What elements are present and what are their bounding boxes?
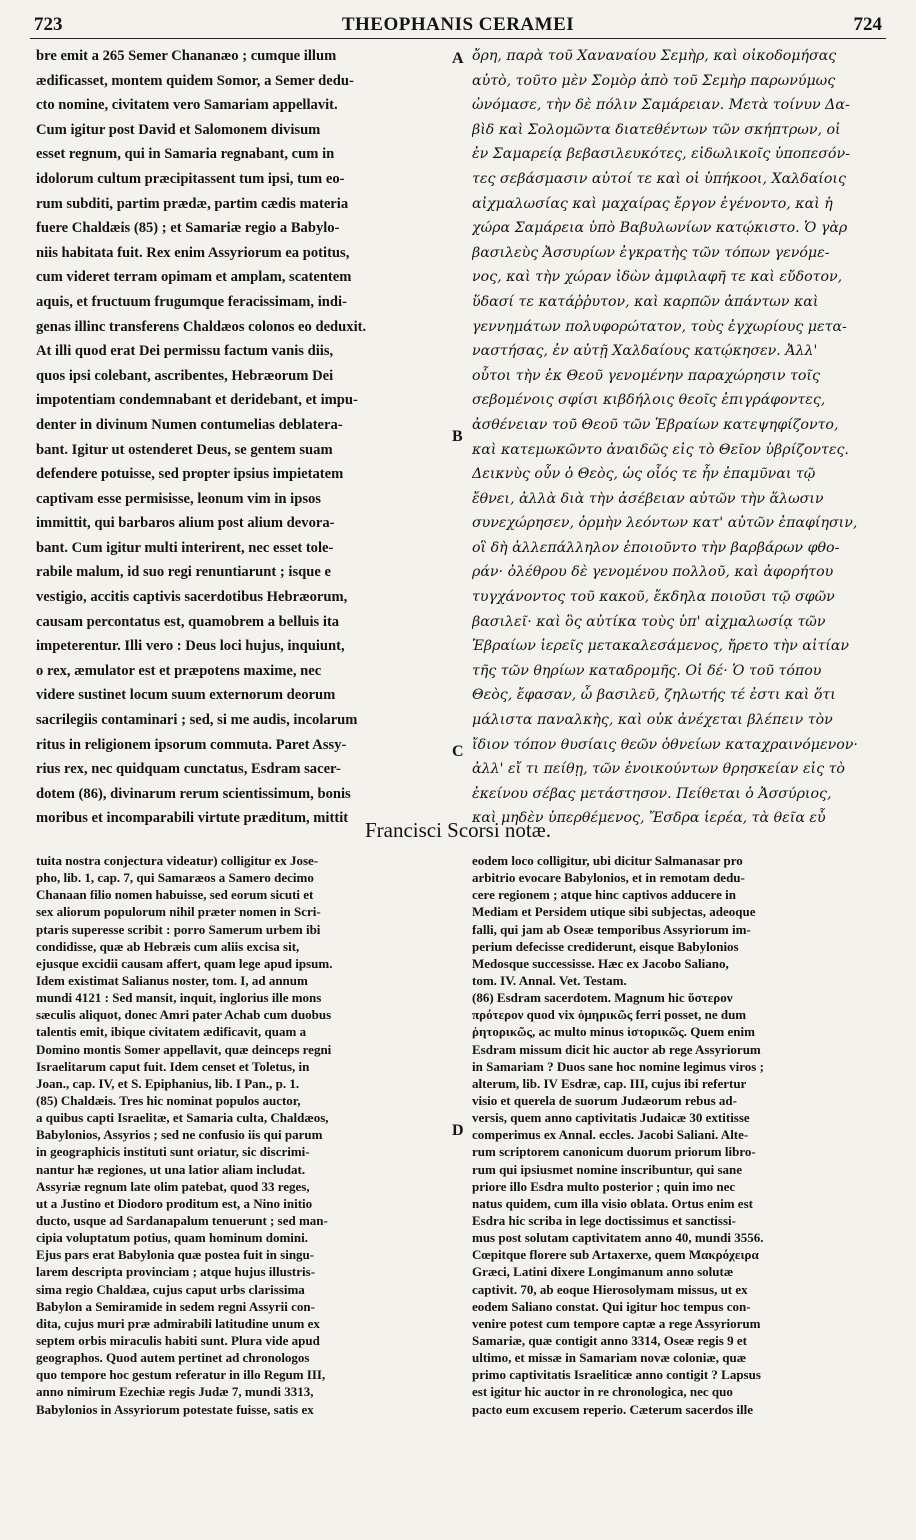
text-line: Medosque successisse. Hæc ex Jacobo Saliano, [472,955,729,971]
text-line: genas illinc transferens Chaldæos colonos eo deduxit. [36,318,367,335]
text-line: dita, cujus muri præ admirabili latitudine unum ex [36,1315,320,1331]
text-line: tuita nostra conjectura videatur) colligitur ex Jose- [36,853,319,868]
text-line: anno nimirum Ezechiæ regis Judæ 7, mundi 3313, [36,1384,314,1400]
text-line: sacrilegiis contaminari ; sed, si me audis, incolarum [36,712,358,729]
text-line: χώρα Σαμάρεια ὑπὸ Βαβυλωνίων κατῴκιστο. Ὁ γὰρ [472,220,848,237]
text-line: immittit, qui barbaros alium post alium devora- [36,515,335,532]
text-line: Israelitarum caput fuit. Idem censet et Toletus, in [36,1058,310,1074]
text-line: quos ipsi colebant, ascribentes, Hebræorum Dei [36,367,334,384]
text-line: οὗτοι τὴν ἐκ Θεοῦ γενομένην παραχώρησιν τοῖς [472,367,820,384]
text-line: in geographicis instituti sunt oriatur, sic discrimi- [36,1144,310,1160]
text-line: impeterentur. Illi vero : Deus loci hujus, inquiunt, [36,638,345,655]
margin-letter-c: C [452,743,464,760]
text-line: tom. IV. Annal. Vet. Testam. [472,972,627,988]
text-line: bant. Cum igitur multi interirent, nec esset tole- [36,539,334,556]
text-line: bant. Igitur ut ostenderet Deus, se gentem suam [36,441,333,458]
text-line: Δεικνὺς οὖν ὁ Θεὸς, ὡς οἷός τε ἦν ἐπαμῦναι τῷ [472,466,816,483]
margin-letter-a: A [452,50,464,67]
text-line: Assyriæ regnum late olim patebat, quod 33 reges, [36,1178,310,1194]
text-line: bre emit a 265 Semer Chananæo ; cumque illum [36,48,337,64]
text-line: vestigio, accitis captivis sacerdotibus Hebræorum, [36,589,348,606]
text-line: versis, quem anno captivitatis Judaicæ 30 extitisse [472,1110,750,1126]
text-line: a quibus capti Israelitæ, et Samaria culta, Chaldæos, [36,1110,329,1126]
text-line: primo captivitatis Israeliticæ anno contigit ? Lapsus [472,1367,761,1383]
text-line: rum subditi, partim prædæ, partim cædis materia [36,195,349,212]
text-line: falli, qui jam ab Oseæ temporibus Assyriorum im- [472,921,751,937]
text-line: talentis emit, ibique civitatem ædificavit, quam a [36,1024,307,1040]
text-line: ὠνόμασε, τὴν δὲ πόλιν Σαμάρειαν. Μετὰ τοίνυν Δα- [472,97,850,114]
text-line: causam percontatus est, quamobrem a belluis ita [36,613,340,630]
text-line: ἴδιον τόπον θυσίαις θεῶν ὀθνείων καταχραινόμενον· [472,736,858,753]
text-line: moribus et incomparabili virtute præditum, mittit [36,810,349,827]
text-line: cum videret terram opimam et amplam, scatentem [36,269,352,286]
text-line: ἐκείνου σέβας μετάστησον. Πείθεται ὁ Ἀσσύριος, [472,785,832,802]
text-line: ῥητορικῶς, ac multo minus ἱστορικῶς. Quem enim [472,1024,755,1040]
text-line: Domino montis Somer appellavit, quæ deinceps regni [36,1041,332,1057]
text-line: τες σεβάσμασιν αὐτοί τε καὶ οἱ ὑπήκοοι, Χαλδαίοις [472,170,846,187]
text-line: priore illo Esdra multo posterior ; quin imo nec [472,1178,736,1194]
running-title: THEOPHANIS CERAMEI [341,14,575,35]
text-line: sima regio Chaldæa, cujus caput urbs clarissima [36,1281,305,1297]
text-line: septem orbis miraculis habiti sunt. Plura vide apud [36,1332,320,1348]
text-line: dotem (86), divinarum rerum scientissimum, bonis [36,785,351,802]
text-line: (86) Esdram sacerdotem. Magnum hic ὕστερον [472,990,733,1006]
text-line: Græci, Latini dixere Longimanum anno solutæ [472,1264,734,1280]
margin-letter-b: B [452,428,463,445]
text-line: ἔθνει, ἀλλὰ διὰ τὴν ἀσέβειαν αὐτῶν τὴν ἅλωσιν [472,490,824,507]
text-line: natus quidem, cum illa visio oblata. Ortus enim est [472,1195,753,1211]
text-line: captivam esse permisisse, leonum vim in ipsos [36,490,321,507]
page-number-left: 723 [34,14,63,35]
text-line: sæculis aliquot, donec Amri pater Achab cum duobus [36,1007,332,1023]
text-line: Cœpitque florere sub Artaxerxe, quem Μακρόχειρα [472,1247,759,1263]
text-line: Samariæ, quæ contigit anno 3314, Oseæ regis 9 et [472,1332,747,1348]
text-line: ut a Justino et Diodoro proditum est, a Nino initio [36,1195,313,1211]
notes-left-column [36,852,446,1418]
text-line: Esdra hic scriba in lege doctissimus et sanctissi- [472,1212,736,1228]
text-line: Θεὸς, ἔφασαν, ὦ βασιλεῦ, ζηλωτής τέ ἐστι καὶ ὅτι [472,687,836,704]
text-line: βὶδ καὶ Σολομῶντα διατεθέντων τῶν σκήπτρων, οἱ [472,121,841,138]
margin-letter-d: D [452,1122,464,1139]
text-line: geographos. Quod autem pertinet ad chronologos [36,1350,310,1366]
text-line: pacto eum excusem reperio. Cæterum sacerdos ille [472,1401,753,1417]
text-line: venire potest cum tempore captæ a rege Assyriorum [472,1315,761,1331]
text-line: ἀλλ' εἴ τι πείθῃ, τῶν ἐνοικούντων θρησκείαν εἰς τὸ [472,761,845,778]
text-line: ναστήσας, ἐν αὐτῇ Χαλδαίους κατῴκησεν. Ἀλλ' [472,343,818,360]
text-line: Babylonios in Assyriorum potestate fuisse, satis ex [36,1401,314,1417]
latin-text-column [36,44,446,831]
text-line: Babylonios, Assyrios ; sed ne confusio iis qui parum [36,1127,323,1143]
text-line: aquis, et fructuum frugumque feracissimam, indi- [36,293,347,310]
text-line: larem descripta provinciam ; atque hujus illustris- [36,1264,316,1280]
text-line: μάλιστα παναλκὴς, καὶ οὐκ ἀνέχεται βλέπειν τὸν [472,712,833,729]
text-line: ράν· ὀλέθρου δὲ γενομένου πολλοῦ, καὶ ἀφορήτου [472,564,834,581]
text-line: πρότερον quod vix ὁμηρικῶς ferri posset, ne dum [472,1007,747,1023]
text-line: condidisse, quæ ab Hebræis cum aliis excisa sit, [36,938,300,954]
text-line: nantur hæ regiones, ut una latior aliam includat. [36,1161,306,1177]
text-line: Chanaan filio nomen habuisse, sed eorum sicuti et [36,887,314,903]
text-line: defendere potuisse, sed propter ipsius impietatem [36,466,344,483]
text-line: captivit. 70, ab eoque Hierosolymam missus, ut ex [472,1281,748,1297]
text-line: οἳ δὴ ἀλλεπάλληλον ἐποιοῦντο τὴν βαρβάρων φθο- [472,539,840,556]
text-line: cipia voluptatum potius, quam hominum domini. [36,1230,308,1246]
text-line: ultimo, et missæ in Samariam novæ coloniæ, quæ [472,1350,747,1366]
text-line: ducto, usque ad Sardanapalum tenuerunt ; sed man- [36,1212,328,1228]
text-line: Babylon a Semiramide in sedem regni Assyrii con- [36,1298,315,1314]
text-line: αὐτὸ, τοῦτο μὲν Σομὸρ ἀπὸ τοῦ Σεμὴρ παρωνύμως [472,72,836,89]
running-head [30,8,886,39]
text-line: niis habitata fuit. Rex enim Assyriorum ea potitus, [36,244,350,261]
text-line: βασιλεῖ· καὶ ὃς αὐτίκα τοὺς ὑπ' αἰχμαλωσίᾳ τῶν [472,613,826,630]
text-line: visio et querela de suorum Judæorum rebus ad- [472,1092,737,1108]
text-line: mundi 4121 : Sed mansit, inquit, inglorius ille mons [36,990,322,1006]
text-line: cto nomine, civitatem vero Samariam appellavit. [36,97,338,114]
text-line: Ejus pars erat Babylonia quæ postea fuit in singu- [36,1247,315,1263]
text-line: γεννημάτων πολυφορώτατον, τοὺς ἐγχωρίους μετα- [472,318,847,335]
text-line: καὶ μηδὲν ὑπερθέμενος, Ἔσδρα ἱερέα, τὰ θεῖα εὖ [472,810,826,827]
text-line: pho, lib. 1, cap. 7, qui Samaræos a Samero decimo [36,870,314,886]
text-line: At illi quod erat Dei permissu factum vanis diis, [36,343,334,360]
page-number-right: 724 [853,14,882,35]
text-line: quo tempore hoc gestum referatur in illo Regum III, [36,1367,326,1383]
text-line: idolorum cultum præcipitassent tum ipsi, tum eo- [36,170,345,187]
text-line: ptaris superesse scribit : porro Samerum urbem ibi [36,921,321,937]
text-line: Ἑβραίων ἱερεῖς μετακαλεσάμενος, ἤρετο τὴν αἰτίαν [472,638,850,655]
greek-text-column [472,44,882,831]
text-line: ædificasset, montem quidem Somor, a Semer dedu- [36,72,354,89]
text-line: eodem loco colligitur, ubi dicitur Salmanasar pro [472,853,743,868]
text-line: νος, καὶ τὴν χώραν ἰδὼν ἀμφιλαφῆ τε καὶ εὔδοτον, [472,269,843,286]
text-line: συνεχώρησεν, ὁρμὴν λεόντων κατ' αὐτῶν ἐπαφίησιν, [472,515,858,532]
text-line: rabile malum, id suo regi renuntiarunt ; isque e [36,564,332,581]
text-line: cere regionem ; atque hinc captivos adducere in [472,887,736,903]
text-line: βασιλεὺς Ἀσσυρίων ἐγκρατὴς τῶν τόπων γενόμε- [472,244,830,261]
notes-right-column [472,852,884,1418]
text-line: ritus in religionem ipsorum commuta. Paret Assy- [36,736,347,753]
text-line: Joan., cap. IV, et S. Epiphanius, lib. I Pan., p. 1. [36,1075,300,1091]
text-line: ejusque excidii causam affert, quam lege apud ipsum. [36,955,333,971]
text-line: σεβομένοις σφίσι κιβδήλοις θεοῖς ἐπιγράφοντες, [472,392,826,409]
text-line: Cum igitur post David et Salomonem divisum [36,121,321,138]
text-line: eodem Saliano constat. Qui igitur hoc tempus con- [472,1298,751,1314]
text-line: rum qui ipsiusmet nomine inscribuntur, qui sane [472,1161,743,1177]
text-line: perium defecisse crediderunt, eisque Babylonios [472,938,739,954]
text-line: ὕδασί τε κατάῤῥυτον, καὶ καρπῶν ἁπάντων καὶ [472,293,819,310]
text-line: αἰχμαλωσίας καὶ μαχαίρας ἔργον ἐγένοντο, καὶ ἡ [472,195,833,212]
text-line: arbitrio evocare Babylonios, et in remotam dedu- [472,870,745,886]
text-line: τυγχάνοντος τοῦ κακοῦ, ἔκδηλα ποιοῦσι τῷ σφῶν [472,589,835,606]
text-line: impotentiam condemnabant et deridebant, et impu- [36,392,358,409]
text-line: est igitur hic auctor in re chronologica, nec quo [472,1384,733,1400]
text-line: rum scriptorem canonicum duorum priorum libro- [472,1144,756,1160]
text-line: Mediam et Persidem utique sibi subjectas, adeoque [472,904,756,920]
text-line: Idem existimat Salianus noster, tom. I, ad annum [36,972,308,988]
text-line: rius rex, nec quidquam cunctatus, Esdram sacer- [36,761,341,778]
text-line: ἐν Σαμαρείᾳ βεβασιλευκότες, εἰδωλικοῖς ὑποπεσόν- [472,146,850,163]
text-line: fuere Chaldæis (85) ; et Samariæ regio a Babylo- [36,220,340,237]
text-line: ὄρη, παρὰ τοῦ Χαναναίου Σεμὴρ, καὶ οἰκοδομήσας [472,48,837,64]
text-line: καὶ κατεμωκῶντο ἀναιδῶς εἰς τὸ Θεῖον ὑβρίζοντες. [472,441,849,458]
text-line: Esdram missum dicit hic auctor ab rege Assyriorum [472,1041,761,1057]
text-line: esset regnum, qui in Samaria regnabant, cum in [36,146,335,163]
text-line: sex aliorum populorum nihil præter nomen in Scri- [36,904,321,920]
text-line: videre sustinet locum suum externorum deorum [36,687,336,704]
notes-heading: Francisci Scorsi notæ. [364,818,552,842]
text-line: (85) Chaldæis. Tres hic nominat populos auctor, [36,1092,301,1108]
text-line: τῆς τῶν θηρίων καταδρομῆς. Οἱ δέ· Ὁ τοῦ τόπου [472,662,822,679]
text-line: in Samariam ? Duos sane hoc nomine legimus viros ; [472,1058,764,1074]
text-line: alterum, lib. IV Esdræ, cap. III, cujus ibi refertur [472,1075,747,1091]
text-line: denter in divinum Numen contumelias deblatera- [36,416,343,433]
text-line: comperimus ex Annal. eccles. Jacobi Saliani. Alte- [472,1127,749,1143]
text-line: ἀσθένειαν τοῦ Θεοῦ τῶν Ἑβραίων κατεψηφίζοντο, [472,416,839,433]
text-line: mus post solutam captivitatem anno 40, mundi 3556. [472,1230,764,1246]
text-line: o rex, æmulator est et præpotens maxime, nec [36,662,322,679]
